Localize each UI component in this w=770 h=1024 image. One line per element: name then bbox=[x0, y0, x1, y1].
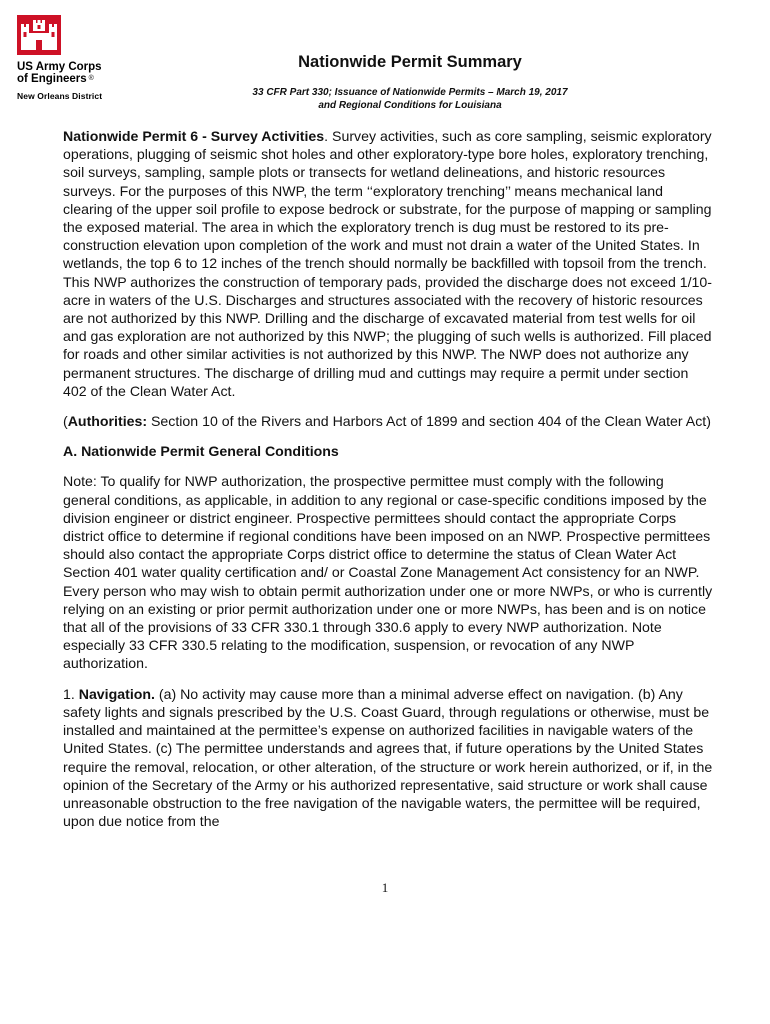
nwp6-paragraph bbox=[63, 127, 713, 400]
page-number: 1 bbox=[381, 880, 389, 895]
usace-logo bbox=[17, 15, 127, 101]
subtitle-line-1: 33 CFR Part 330; Issuance of Nationwide Permits – March 19, 2017 bbox=[252, 87, 568, 98]
navigation-label: Navigation. bbox=[78, 685, 155, 702]
nwp6-heading: Nationwide Permit 6 - Survey Activities bbox=[63, 128, 325, 144]
authorities-open-paren: ( bbox=[63, 413, 68, 430]
brand-line-2-text: of Engineers bbox=[17, 73, 87, 85]
subtitle-line-2: and Regional Conditions for Louisiana bbox=[318, 100, 502, 111]
authorities-paragraph bbox=[63, 412, 713, 430]
castle-icon bbox=[17, 15, 61, 55]
subtitle bbox=[140, 86, 680, 112]
document-header bbox=[140, 52, 680, 112]
authorities-text: Section 10 of the Rivers and Harbors Act of 1899 and section 404 of the Clean Water Act) bbox=[147, 413, 711, 430]
district-name: New Orleans District bbox=[17, 91, 103, 101]
authorities-label: Authorities: bbox=[67, 413, 148, 430]
brand-line-1: US Army Corps bbox=[17, 61, 102, 73]
registered-mark: ® bbox=[88, 75, 94, 82]
general-conditions-heading: A. Nationwide Permit General Conditions bbox=[63, 443, 339, 460]
nwp6-body: . Survey activities, such as core sampling, seismic exploratory operations, plugging of seismic shot holes and other exploratory-type bore holes, exploratory trenching, soil surveys, sampling, sample plots or transects for wetland delineations, and historic resources surveys. For the purposes of this NWP, the term ‘‘exploratory trenching’’ means mechanical land clearing of the upper soil profile to expose bedrock or substrate, for the purpose of mapping or sampling the exposed material. The area in which the exploratory trench is dug must be restored to its pre-construction elevation upon completion of the work and must not drain a water of the United States. In wetlands, the top 6 to 12 inches of the trench should normally be backfilled with topsoil from the trench. This NWP authorizes the construction of temporary pads, provided the discharge does not exceed 1/10-acre in waters of the U.S. Discharges and structures associated with the recovery of historic resources are not authorized by this NWP. Drilling and the discharge of excavated material from test wells for oil and gas exploration are not authorized by this NWP; the plugging of such wells is authorized. Fill placed for roads and other similar activities is not authorized by this NWP. The NWP does not authorize any permanent structures. The discharge of drilling mud and cuttings may require a permit under section 402 of the Clean Water Act. bbox=[63, 128, 712, 399]
general-conditions-note: Note: To qualify for NWP authorization, the prospective permittee must comply with the following general conditions, as applicable, in addition to any regional or case-specific conditions imposed by the division engineer or district engineer. Prospective permittees should contact the appropriate Corps district office to determine if regional conditions have been imposed on an NWP. Prospective permittees should also contact the appropriate Corps district office to determine the status of Clean Water Act Section 401 water quality certification and/ or Coastal Zone Management Act consistency for an NWP. Every person who may wish to obtain permit authorization under one or more NWPs, or who is currently relying on an existing or prior permit authorization under one or more NWPs, has been and is on notice that all of the provisions of 33 CFR 330.1 through 330.6 apply to every NWP authorization. Note especially 33 CFR 330.5 relating to the modification, suspension, or revocation of any NWP authorization. bbox=[63, 473, 713, 672]
page-title: Nationwide Permit Summary bbox=[298, 53, 522, 71]
navigation-text: (a) No activity may cause more than a minimal adverse effect on navigation. (b) Any safety lights and signals prescribed by the U.S. Coast Guard, through regulations or otherwise, must be installed and maintained at the permittee’s expense on authorized facilities in navigable waters of the United States. (c) The permittee understands and agrees that, if future operations by the United States require the removal, relocation, or other alteration, of the structure or work herein authorized, or if, in the opinion of the Secretary of the Army or his authorized representative, said structure or work shall cause unreasonable obstruction to the free navigation of the navigable waters, the permittee will be required, upon due notice from the bbox=[63, 685, 713, 830]
navigation-paragraph bbox=[63, 685, 713, 831]
document-body bbox=[63, 127, 713, 842]
navigation-number: 1. bbox=[63, 685, 79, 702]
agency-name bbox=[17, 61, 127, 85]
brand-line-2 bbox=[17, 73, 127, 85]
